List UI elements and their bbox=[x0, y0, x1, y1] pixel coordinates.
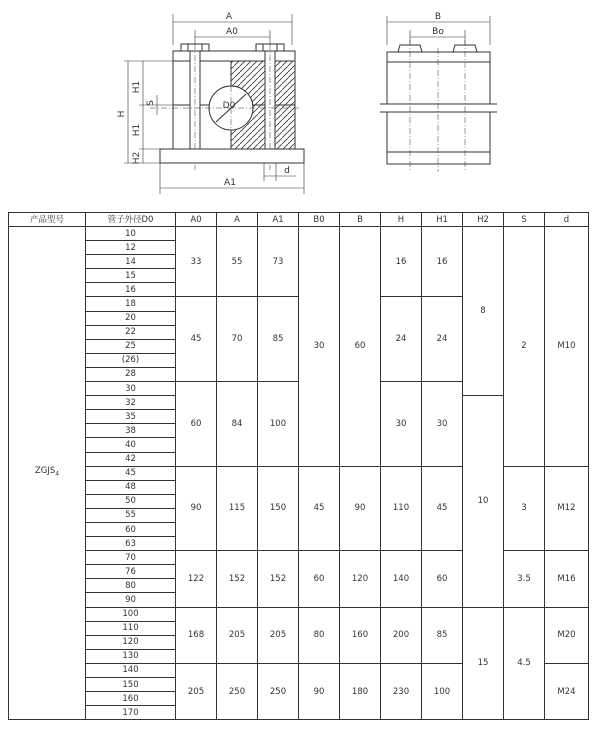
header-B0: B0 bbox=[299, 213, 340, 227]
A-cell: 70 bbox=[217, 297, 258, 382]
A0-cell: 122 bbox=[176, 551, 217, 607]
diameter-cell: 80 bbox=[86, 579, 176, 593]
d-cell: M10 bbox=[545, 227, 589, 467]
diameter-cell: 22 bbox=[86, 325, 176, 339]
diameter-cell: 38 bbox=[86, 424, 176, 438]
d-cell: M12 bbox=[545, 466, 589, 551]
diameter-cell: 150 bbox=[86, 678, 176, 692]
diameter-cell: 14 bbox=[86, 255, 176, 269]
d-cell: M24 bbox=[545, 663, 589, 719]
diameter-cell: 110 bbox=[86, 621, 176, 635]
spec-table bbox=[8, 212, 589, 720]
A1-cell: 85 bbox=[258, 297, 299, 382]
diameter-cell: 50 bbox=[86, 494, 176, 508]
S-cell: 3 bbox=[504, 466, 545, 551]
A1-cell: 150 bbox=[258, 466, 299, 551]
diameter-cell: 12 bbox=[86, 241, 176, 255]
B0-cell: 45 bbox=[299, 466, 340, 551]
header-B: B bbox=[340, 213, 381, 227]
B0-cell: 80 bbox=[299, 607, 340, 663]
dim-label-H1-bottom: H1 bbox=[132, 123, 142, 137]
B0-cell: 90 bbox=[299, 663, 340, 719]
H-cell: 140 bbox=[381, 551, 422, 607]
H-cell: 16 bbox=[381, 227, 422, 297]
A0-cell: 45 bbox=[176, 297, 217, 382]
side-view bbox=[380, 16, 497, 172]
diameter-cell: (26) bbox=[86, 353, 176, 367]
H1-cell: 85 bbox=[422, 607, 463, 663]
diameter-cell: 140 bbox=[86, 663, 176, 677]
dim-label-H1-top: H1 bbox=[132, 80, 142, 94]
dim-label-d: d bbox=[284, 166, 290, 176]
H-cell: 30 bbox=[381, 382, 422, 467]
B0-cell: 30 bbox=[299, 227, 340, 467]
H-cell: 200 bbox=[381, 607, 422, 663]
diameter-cell: 25 bbox=[86, 339, 176, 353]
H2-cell: 10 bbox=[463, 396, 504, 607]
diameter-cell: 45 bbox=[86, 466, 176, 480]
A1-cell: 205 bbox=[258, 607, 299, 663]
diameter-cell: 100 bbox=[86, 607, 176, 621]
dim-label-H2: H2 bbox=[132, 151, 142, 165]
diameter-cell: 120 bbox=[86, 635, 176, 649]
A0-cell: 33 bbox=[176, 227, 217, 297]
A0-cell: 90 bbox=[176, 466, 217, 551]
model-name: ZGJS bbox=[34, 466, 56, 477]
H1-cell: 30 bbox=[422, 382, 463, 467]
A-cell: 250 bbox=[217, 663, 258, 719]
diameter-cell: 32 bbox=[86, 396, 176, 410]
table-row bbox=[9, 227, 589, 241]
model-cell bbox=[9, 227, 86, 720]
diameter-cell: 76 bbox=[86, 565, 176, 579]
model-subscript: 4 bbox=[55, 470, 60, 478]
dim-label-S: S bbox=[146, 100, 156, 106]
diameter-cell: 63 bbox=[86, 537, 176, 551]
dim-label-A: A bbox=[225, 12, 233, 22]
H2-cell: 15 bbox=[463, 607, 504, 720]
diameter-cell: 130 bbox=[86, 649, 176, 663]
dim-label-B: B bbox=[434, 12, 442, 22]
header-row bbox=[9, 213, 589, 227]
diameter-cell: 55 bbox=[86, 508, 176, 522]
A0-cell: 60 bbox=[176, 382, 217, 467]
diameter-cell: 160 bbox=[86, 692, 176, 706]
H1-cell: 100 bbox=[422, 663, 463, 719]
diameter-cell: 70 bbox=[86, 551, 176, 565]
header-S: S bbox=[504, 213, 545, 227]
diameter-cell: 18 bbox=[86, 297, 176, 311]
header-pipe-diameter: 管子外径D0 bbox=[86, 213, 176, 227]
diameter-cell: 42 bbox=[86, 452, 176, 466]
A0-cell: 205 bbox=[176, 663, 217, 719]
B-cell: 90 bbox=[340, 466, 381, 551]
B-cell: 120 bbox=[340, 551, 381, 607]
header-H2: H2 bbox=[463, 213, 504, 227]
diameter-cell: 170 bbox=[86, 706, 176, 720]
A-cell: 55 bbox=[217, 227, 258, 297]
A-cell: 205 bbox=[217, 607, 258, 663]
header-model: 产品型号 bbox=[9, 213, 86, 227]
H-cell: 110 bbox=[381, 466, 422, 551]
A1-cell: 250 bbox=[258, 663, 299, 719]
B-cell: 180 bbox=[340, 663, 381, 719]
A-cell: 84 bbox=[217, 382, 258, 467]
H-cell: 24 bbox=[381, 297, 422, 382]
dim-label-A0: A0 bbox=[226, 27, 238, 37]
A-cell: 115 bbox=[217, 466, 258, 551]
H1-cell: 60 bbox=[422, 551, 463, 607]
H2-cell: 8 bbox=[463, 227, 504, 396]
A1-cell: 100 bbox=[258, 382, 299, 467]
A1-cell: 73 bbox=[258, 227, 299, 297]
B-cell: 160 bbox=[340, 607, 381, 663]
diameter-cell: 35 bbox=[86, 410, 176, 424]
diameter-cell: 30 bbox=[86, 382, 176, 396]
header-A: A bbox=[217, 213, 258, 227]
A1-cell: 152 bbox=[258, 551, 299, 607]
dim-label-A1: A1 bbox=[224, 178, 236, 188]
diameter-cell: 15 bbox=[86, 269, 176, 283]
dim-label-D0: D0 bbox=[222, 101, 236, 111]
header-A0: A0 bbox=[176, 213, 217, 227]
A0-cell: 168 bbox=[176, 607, 217, 663]
diameter-cell: 10 bbox=[86, 227, 176, 241]
H-cell: 230 bbox=[381, 663, 422, 719]
diameter-cell: 48 bbox=[86, 480, 176, 494]
diameter-cell: 90 bbox=[86, 593, 176, 607]
header-d: d bbox=[545, 213, 589, 227]
S-cell: 4.5 bbox=[504, 607, 545, 720]
header-A1: A1 bbox=[258, 213, 299, 227]
diameter-cell: 20 bbox=[86, 311, 176, 325]
B0-cell: 60 bbox=[299, 551, 340, 607]
S-cell: 2 bbox=[504, 227, 545, 467]
d-cell: M16 bbox=[545, 551, 589, 607]
dim-label-H: H bbox=[117, 110, 127, 118]
diameter-cell: 16 bbox=[86, 283, 176, 297]
d-cell: M20 bbox=[545, 607, 589, 663]
S-cell: 3.5 bbox=[504, 551, 545, 607]
table-row bbox=[9, 607, 589, 621]
diameter-cell: 28 bbox=[86, 367, 176, 381]
H1-cell: 45 bbox=[422, 466, 463, 551]
A-cell: 152 bbox=[217, 551, 258, 607]
H1-cell: 24 bbox=[422, 297, 463, 382]
technical-drawing bbox=[0, 0, 594, 205]
B-cell: 60 bbox=[340, 227, 381, 467]
H1-cell: 16 bbox=[422, 227, 463, 297]
header-H1: H1 bbox=[422, 213, 463, 227]
diameter-cell: 60 bbox=[86, 522, 176, 536]
diameter-cell: 40 bbox=[86, 438, 176, 452]
dim-label-Bo: Bo bbox=[432, 27, 444, 37]
header-H: H bbox=[381, 213, 422, 227]
